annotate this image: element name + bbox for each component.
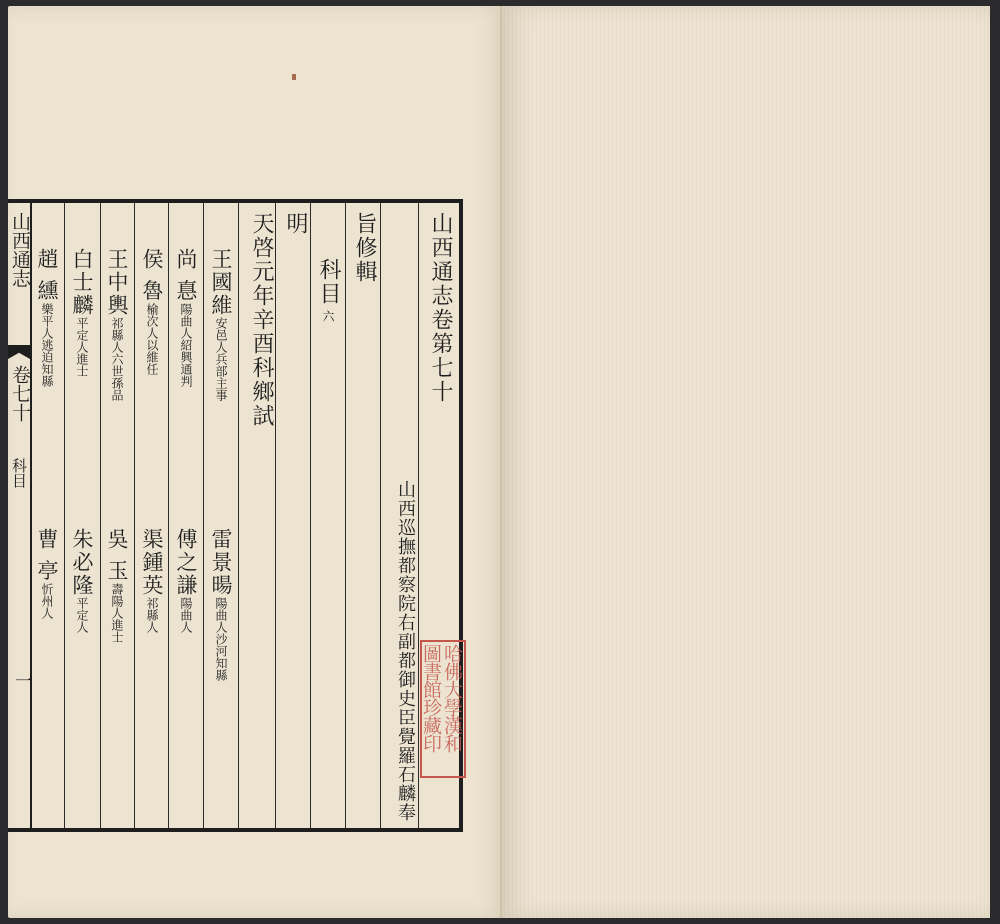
margin-page-number: 一 [11,672,31,689]
section-number: 六 [321,310,335,322]
entry-bottom-6: 曹 亭忻州人 [35,528,59,619]
margin-title: 山西通志 [9,212,31,288]
dynasty-label: 明 [283,212,308,236]
margin-section: 科目 [10,458,28,488]
ink-mark [292,74,296,80]
volume-title: 山西通志卷第七十 [428,212,453,404]
right-page-blank [504,6,990,918]
entry-top-1: 王國維安邑人兵部主事 [209,248,233,401]
exam-heading: 天啓元年辛酉科鄉試 [249,212,274,428]
entry-top-2: 尚 惪陽曲人紹興通判 [174,248,198,387]
entry-top-4: 王中輿祁縣人六世孫品 [105,248,129,401]
margin-volume: 卷七十 [9,365,31,422]
section-title: 科目 [316,258,341,306]
entry-top-5: 白士麟平定人進士 [70,248,94,377]
entry-top-6: 趙 纁樂平人逃迫知縣 [35,248,59,387]
entry-bottom-2: 傅之謙陽曲人 [174,528,198,633]
fish-tail-mark [8,345,30,359]
compiler-line: 山西巡撫都察院右副都御史臣覺羅石麟奉 [395,480,416,822]
entry-bottom-3: 渠鍾英祁縣人 [140,528,164,633]
editorial-line: 旨修輯 [352,212,377,284]
entry-bottom-1: 雷景暘陽曲人沙河知縣 [209,528,233,681]
entry-bottom-5: 朱必隆平定人 [70,528,94,633]
entry-top-3: 侯 魯榆次人以維任 [140,248,164,375]
library-seal: 哈佛大學漢和 圖書館珍藏印 [420,640,466,778]
entry-bottom-4: 吳 玉壽陽人進士 [105,528,129,643]
